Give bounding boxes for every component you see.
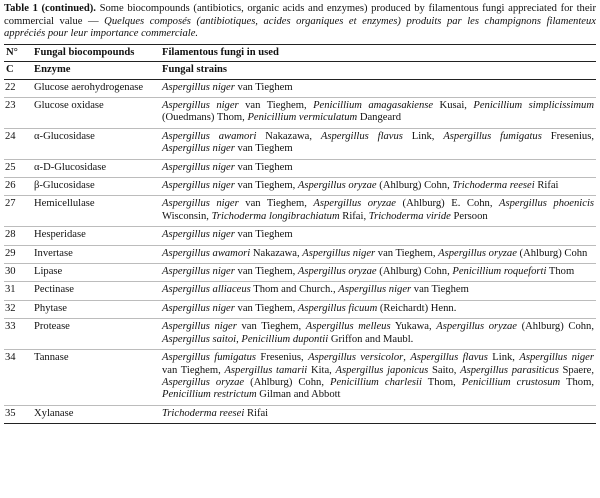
- species-name: Penicillium restrictum: [162, 389, 257, 401]
- section-strains: Fungal strains: [160, 62, 596, 79]
- species-name: Aspergillus oryzae: [313, 198, 397, 210]
- species-name: Aspergillus flavus: [320, 130, 403, 142]
- species-name: Aspergillus phoenicis: [499, 198, 595, 210]
- authority-text: (Ahlburg) Cohn,: [244, 376, 330, 388]
- table-row: [4, 178, 596, 196]
- authority-text: ,: [403, 352, 411, 364]
- row-number: 33: [4, 319, 32, 350]
- species-name: Penicillium dupontii: [241, 333, 329, 345]
- row-number: 32: [4, 300, 32, 318]
- species-name: Aspergillus fumigatus: [443, 130, 542, 142]
- species-name: Aspergillus niger: [162, 180, 235, 192]
- row-compound: Tannase: [32, 350, 160, 406]
- table-row: [4, 245, 596, 263]
- row-compound: α-Glucosidase: [32, 128, 160, 159]
- authority-text: Nakazawa,: [250, 247, 303, 259]
- table-row: [4, 227, 596, 245]
- table-row: [4, 79, 596, 97]
- species-name: Penicillium crustosum: [461, 376, 561, 388]
- authority-text: Dangeard: [357, 112, 401, 124]
- authority-text: Gilman and Abbott: [256, 389, 341, 401]
- row-fungal-strains: [160, 196, 596, 227]
- species-name: Aspergillus oryzae: [162, 376, 245, 388]
- table-row: [4, 405, 596, 423]
- row-number: 22: [4, 79, 32, 97]
- table-header-row: [4, 44, 596, 61]
- authority-text: Yukawa,: [390, 321, 437, 333]
- authority-text: van Tieghem,: [234, 302, 298, 314]
- species-name: Aspergillus niger: [162, 229, 235, 241]
- row-number: 27: [4, 196, 32, 227]
- row-number: 29: [4, 245, 32, 263]
- row-number: 31: [4, 282, 32, 300]
- header-number: N°: [4, 44, 32, 61]
- authority-text: Wisconsin,: [162, 210, 212, 222]
- authority-text: Fresenius,: [256, 352, 309, 364]
- authority-text: van Tieghem: [234, 143, 293, 155]
- authority-text: (Ouedmans) Thom,: [162, 112, 248, 124]
- row-compound: Phytase: [32, 300, 160, 318]
- authority-text: van Tieghem,: [238, 198, 314, 210]
- table-row: [4, 319, 596, 350]
- authority-text: (Ahlburg) Cohn: [516, 247, 588, 259]
- section-code: C: [4, 62, 32, 79]
- authority-text: van Tieghem,: [162, 364, 225, 376]
- species-name: Aspergillus niger: [519, 352, 594, 364]
- caption-french: Quelques composés (antibiotiques, acides organiques et enzymes) produits par les champignons filamenteux appréciés pour leur importance commerciale.: [4, 15, 596, 40]
- table-row: [4, 98, 596, 129]
- authority-text: (Ahlburg) Cohn,: [376, 266, 453, 278]
- biocompounds-table: [4, 44, 596, 424]
- caption-english: Some biocompounds (antibiotics, organic acids and enzymes) produced by filamentous fungi appreciated for their commercial value —: [4, 3, 596, 27]
- row-fungal-strains: [160, 159, 596, 177]
- row-compound: α-D-Glucosidase: [32, 159, 160, 177]
- authority-text: Link,: [402, 130, 444, 142]
- row-number: 30: [4, 264, 32, 282]
- row-fungal-strains: [160, 128, 596, 159]
- row-fungal-strains: [160, 245, 596, 263]
- authority-text: Fresenius,: [541, 130, 594, 142]
- authority-text: Kusai,: [433, 100, 474, 111]
- species-name: Aspergillus flavus: [410, 352, 488, 364]
- row-compound: Protease: [32, 319, 160, 350]
- authority-text: van Tieghem,: [375, 247, 439, 259]
- species-name: Penicillium vermiculatum: [247, 112, 358, 124]
- row-fungal-strains: [160, 405, 596, 423]
- section-header-row: [4, 62, 596, 79]
- authority-text: Thom,: [421, 376, 462, 388]
- authority-text: van Tieghem,: [238, 100, 314, 111]
- species-name: Aspergillus awamori: [162, 247, 251, 259]
- row-compound: Glucose oxidase: [32, 98, 160, 129]
- authority-text: van Tieghem: [234, 229, 293, 241]
- row-number: 26: [4, 178, 32, 196]
- table-caption: [4, 3, 596, 41]
- authority-text: Persoon: [450, 210, 488, 222]
- section-label: Enzyme: [32, 62, 160, 79]
- row-fungal-strains: [160, 319, 596, 350]
- species-name: Trichoderma longibrachiatum: [211, 210, 340, 222]
- species-name: Aspergillus saitoi: [162, 333, 237, 345]
- header-fungi: Filamentous fungi in used: [160, 44, 596, 61]
- species-name: Aspergillus oryzae: [297, 266, 377, 278]
- row-fungal-strains: [160, 79, 596, 97]
- species-name: Trichoderma reesei: [162, 407, 245, 419]
- table-row: [4, 282, 596, 300]
- species-name: Aspergillus japonicus: [335, 364, 429, 376]
- row-fungal-strains: [160, 98, 596, 129]
- species-name: Aspergillus niger: [162, 81, 235, 93]
- authority-text: Thom and Church.,: [250, 284, 339, 296]
- species-name: Aspergillus niger: [162, 143, 235, 155]
- authority-text: Rifai: [534, 180, 559, 192]
- species-name: Aspergillus oryzae: [438, 247, 517, 259]
- row-fungal-strains: [160, 300, 596, 318]
- species-name: Trichoderma reesei: [452, 180, 535, 192]
- species-name: Aspergillus niger: [162, 266, 235, 278]
- authority-text: van Tieghem: [234, 161, 293, 173]
- table-row: [4, 300, 596, 318]
- row-compound: Hesperidase: [32, 227, 160, 245]
- caption-label: Table 1 (continued).: [4, 3, 96, 14]
- authority-text: (Reichardt) Henn.: [377, 302, 457, 314]
- row-fungal-strains: [160, 178, 596, 196]
- species-name: Penicillium charlesii: [330, 376, 422, 388]
- species-name: Aspergillus melleus: [305, 321, 391, 333]
- row-fungal-strains: [160, 350, 596, 406]
- row-fungal-strains: [160, 264, 596, 282]
- table-row: [4, 159, 596, 177]
- row-compound: β-Glucosidase: [32, 178, 160, 196]
- species-name: Penicillium roqueforti: [452, 266, 547, 278]
- species-name: Aspergillus niger: [302, 247, 376, 259]
- species-name: Aspergillus niger: [162, 198, 239, 210]
- authority-text: Spaere,: [558, 364, 595, 376]
- authority-text: Griffon and Maubl.: [328, 333, 414, 345]
- authority-text: van Tieghem,: [234, 180, 298, 192]
- row-compound: Invertase: [32, 245, 160, 263]
- row-number: 23: [4, 98, 32, 129]
- species-name: Penicillium amagasakiense: [313, 100, 434, 111]
- header-compound: Fungal biocompounds: [32, 44, 160, 61]
- species-name: Aspergillus tamarii: [224, 364, 308, 376]
- species-name: Aspergillus fumigatus: [162, 352, 257, 364]
- authority-text: Saito,: [428, 364, 461, 376]
- table-row: [4, 264, 596, 282]
- row-fungal-strains: [160, 282, 596, 300]
- species-name: Aspergillus niger: [338, 284, 412, 296]
- species-name: Aspergillus parasiticus: [460, 364, 559, 376]
- authority-text: Thom,: [560, 376, 594, 388]
- authority-text: van Tieghem: [411, 284, 469, 296]
- authority-text: van Tieghem,: [234, 266, 298, 278]
- species-name: Aspergillus ficuum: [297, 302, 378, 314]
- species-name: Aspergillus niger: [162, 302, 235, 314]
- authority-text: van Tieghem,: [236, 321, 306, 333]
- authority-text: (Ahlburg) Cohn,: [376, 180, 453, 192]
- table-row: [4, 128, 596, 159]
- row-compound: Hemicellulase: [32, 196, 160, 227]
- authority-text: Nakazawa,: [256, 130, 321, 142]
- species-name: Aspergillus niger: [162, 321, 237, 333]
- row-number: 35: [4, 405, 32, 423]
- authority-text: (Ahlburg) Cohn,: [516, 321, 594, 333]
- species-name: Trichoderma viride: [368, 210, 451, 222]
- species-name: Aspergillus oryzae: [436, 321, 517, 333]
- table-row: [4, 350, 596, 406]
- row-compound: Xylanase: [32, 405, 160, 423]
- authority-text: (Ahlburg) E. Cohn,: [396, 198, 500, 210]
- row-number: 34: [4, 350, 32, 406]
- species-name: Aspergillus niger: [162, 100, 239, 111]
- row-compound: Pectinase: [32, 282, 160, 300]
- species-name: Aspergillus awamori: [162, 130, 257, 142]
- row-number: 25: [4, 159, 32, 177]
- authority-text: Thom: [546, 266, 575, 278]
- row-number: 28: [4, 227, 32, 245]
- species-name: Aspergillus niger: [162, 161, 235, 173]
- species-name: Aspergillus versicolor: [308, 352, 404, 364]
- row-compound: Glucose aerohydrogenase: [32, 79, 160, 97]
- authority-text: ,: [236, 333, 242, 345]
- row-compound: Lipase: [32, 264, 160, 282]
- species-name: Aspergillus alliaceus: [162, 284, 251, 296]
- authority-text: Rifai,: [339, 210, 369, 222]
- species-name: Penicillium simplicissimum: [473, 100, 594, 111]
- row-fungal-strains: [160, 227, 596, 245]
- authority-text: Kita,: [307, 364, 336, 376]
- authority-text: van Tieghem: [234, 81, 293, 93]
- row-number: 24: [4, 128, 32, 159]
- authority-text: Rifai: [244, 407, 269, 419]
- table-row: [4, 196, 596, 227]
- species-name: Aspergillus oryzae: [297, 180, 377, 192]
- authority-text: Link,: [487, 352, 520, 364]
